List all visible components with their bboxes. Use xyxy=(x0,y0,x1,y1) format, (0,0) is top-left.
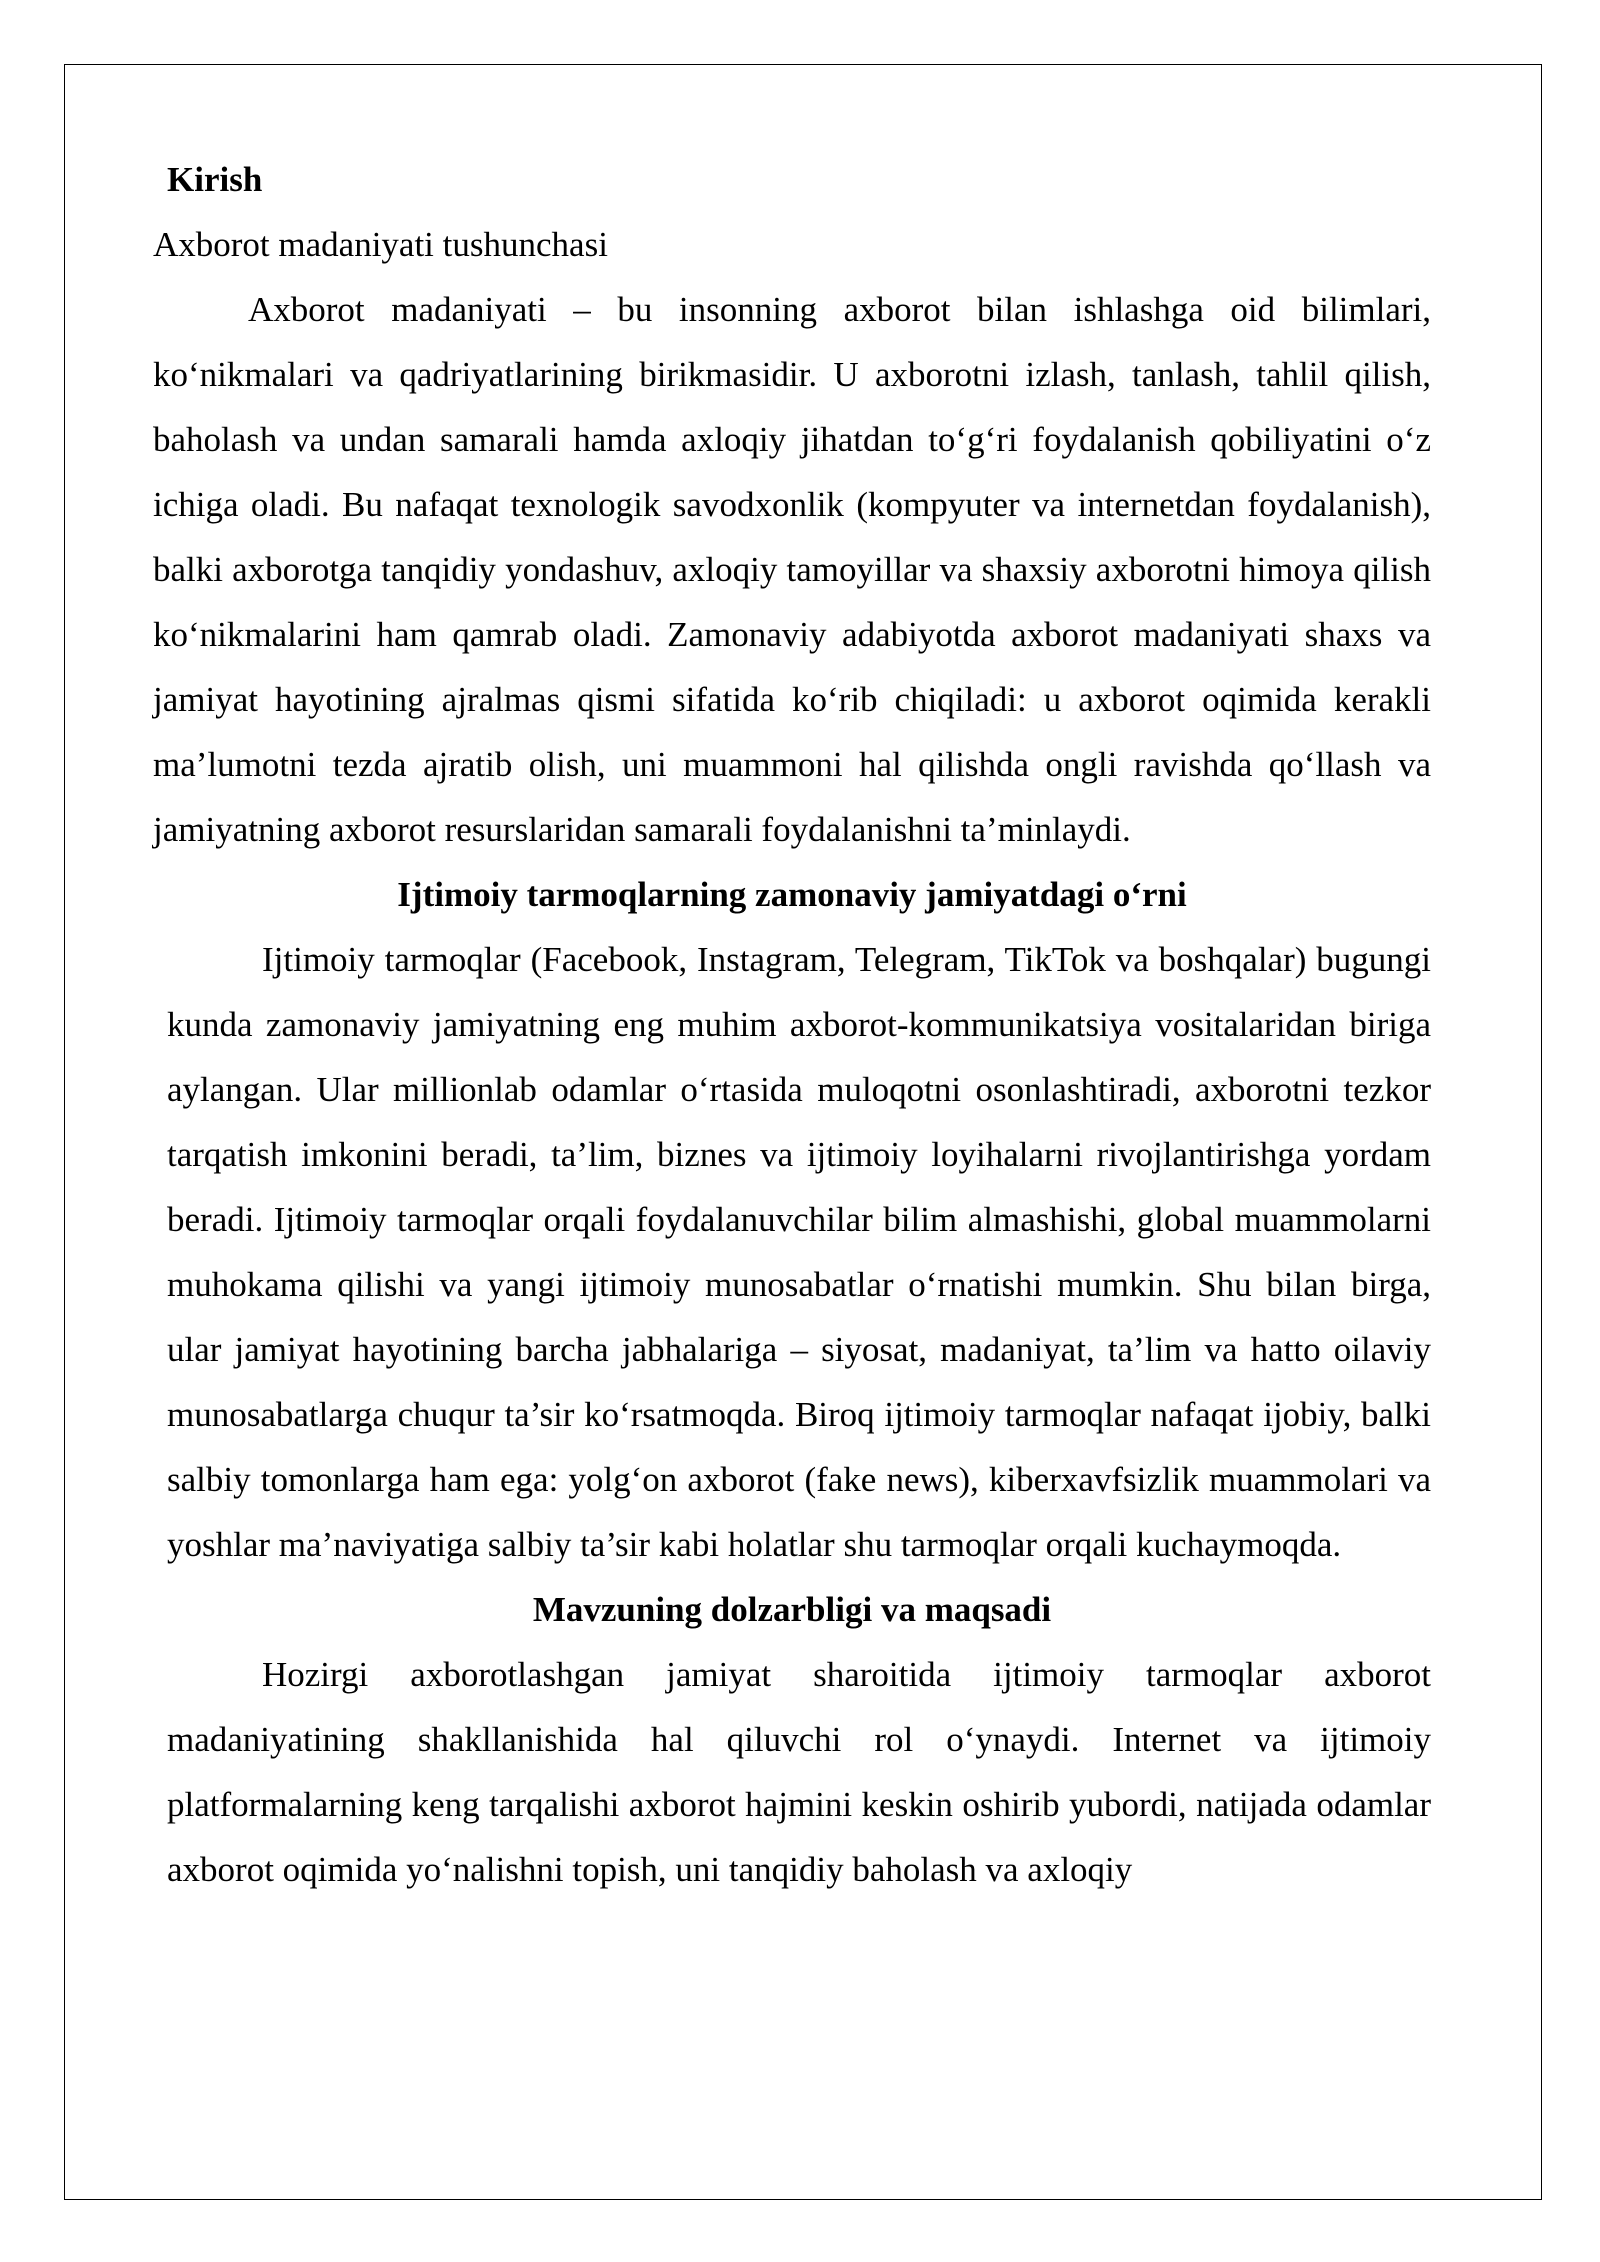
paragraph-1: Axborot madaniyati – bu insonning axborot bilan ishlashga oid bilimlari, ko‘nikmalari va qadriyatlarining birikmasidir. U axborotni izlash, tanlash, tahlil qilish, baholash va undan samarali hamda axloqiy jihatdan to‘g‘ri foydalanish qobiliyatini o‘z ichiga oladi. Bu nafaqat texnologik savodxonlik (kompyuter va internetdan foydalanish), balki axborotga tanqidiy yondashuv, axloqiy tamoyillar va shaxsiy axborotni himoya qilish ko‘nikmalarini ham qamrab oladi. Zamonaviy adabiyotda axborot madaniyati shaxs va jamiyat hayotining ajralmas qismi sifatida ko‘rib chiqiladi: u axborot oqimida kerakli ma’lumotni tezda ajratib olish, uni muammoni hal qilishda ongli ravishda qo‘llash va jamiyatning axborot resurslaridan samarali foydalanishni ta’minlaydi. xyxy=(153,290,1431,849)
section-heading-relevance: Mavzuning dolzarbligi va maqsadi xyxy=(532,1590,1052,1629)
section-subheading: Axborot madaniyati tushunchasi xyxy=(153,225,608,264)
section-heading-social-networks: Ijtimoiy tarmoqlarning zamonaviy jamiyatdagi o‘rni xyxy=(397,875,1187,914)
paragraph-2: Ijtimoiy tarmoqlar (Facebook, Instagram, Telegram, TikTok va boshqalar) bugungi kunda zamonaviy jamiyatning eng muhim axborot-kommunikatsiya vositalaridan biriga aylangan. Ular millionlab odamlar o‘rtasida muloqotni osonlashtiradi, axborotni tezkor tarqatish imkonini beradi, ta’lim, biznes va ijtimoiy loyihalarni rivojlantirishga yordam beradi. Ijtimoiy tarmoqlar orqali foydalanuvchilar bilim almashishi, global muammolarni muhokama qilishi va yangi ijtimoiy munosabatlar o‘rnatishi mumkin. Shu bilan birga, ular jamiyat hayotining barcha jabhalariga – siyosat, madaniyat, ta’lim va hatto oilaviy munosabatlarga chuqur ta’sir ko‘rsatmoqda. Biroq ijtimoiy tarmoqlar nafaqat ijobiy, balki salbiy tomonlarga ham ega: yolg‘on axborot (fake news), kiberxavfsizlik muammolari va yoshlar ma’naviyatiga salbiy ta’sir kabi holatlar shu tarmoqlar orqali kuchaymoqda. xyxy=(167,940,1431,1564)
paragraph-3: Hozirgi axborotlashgan jamiyat sharoitida ijtimoiy tarmoqlar axborot madaniyatining shakllanishida hal qiluvchi rol o‘ynaydi. Internet va ijtimoiy platformalarning keng tarqalishi axborot hajmini keskin oshirib yubordi, natijada odamlar axborot oqimida yo‘nalishni topish, uni tanqidiy baholash va axloqiy xyxy=(167,1655,1431,1889)
document-body xyxy=(153,147,1431,1902)
section-heading-intro: Kirish xyxy=(167,160,263,199)
